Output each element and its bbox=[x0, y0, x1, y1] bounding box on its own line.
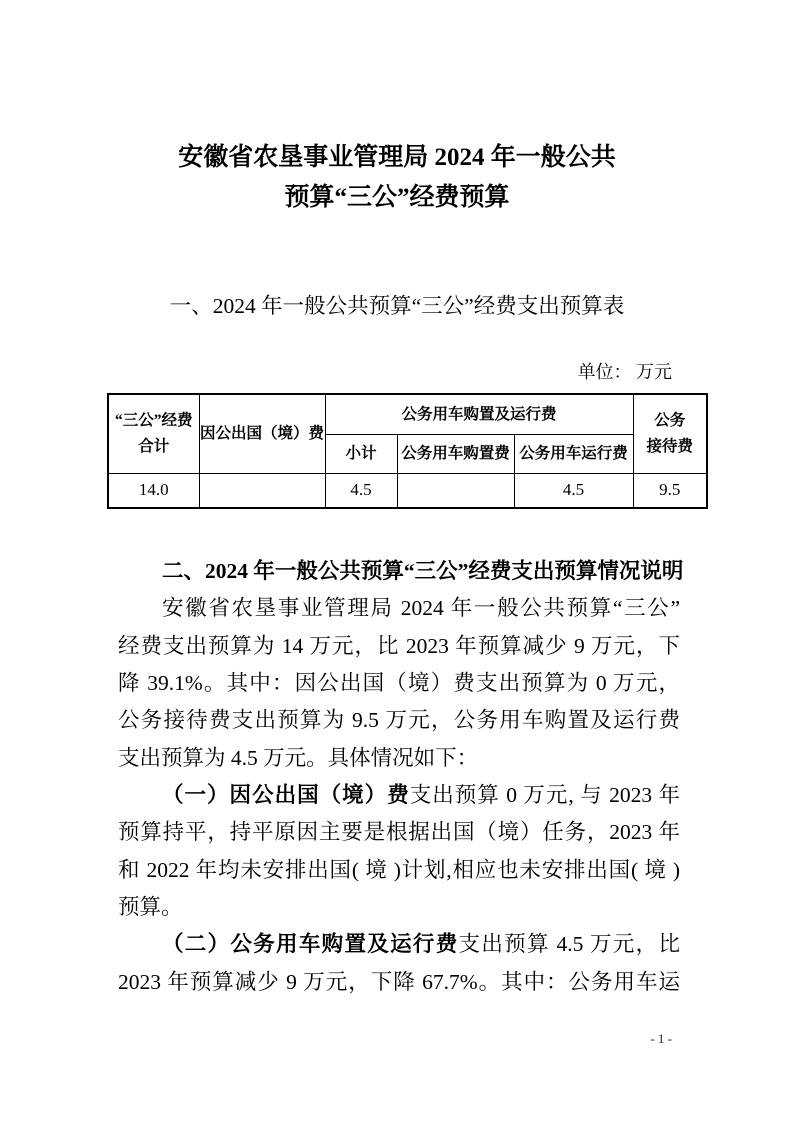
data-cell-reception: 9.5 bbox=[633, 473, 707, 508]
body-text: 预算。 bbox=[118, 894, 183, 919]
body-text: 经费支出预算为 14 万元，比 2023 年预算减少 9 万元，下 bbox=[118, 633, 680, 658]
header-cell-subtotal: 小计 bbox=[325, 434, 397, 473]
section1-heading: 一、2024 年一般公共预算“三公”经费支出预算表 bbox=[169, 294, 625, 318]
title-line-1: 安徽省农垦事业管理局 2024 年一般公共 bbox=[178, 144, 616, 171]
body-line bbox=[118, 665, 680, 702]
body-text: 和 2022 年均未安排出国( 境 )计划,相应也未安排出国( 境 ) bbox=[118, 857, 680, 882]
body-line bbox=[118, 740, 680, 777]
header-cell-vehicle-group: 公务用车购置及运行费 bbox=[325, 394, 633, 434]
body-text: 公务接待费支出预算为 9.5 万元，公务用车购置及运行费 bbox=[118, 708, 680, 733]
data-cell-vehicle-purchase bbox=[397, 473, 514, 508]
page-number: - 1 - bbox=[650, 1031, 672, 1046]
body-line bbox=[118, 889, 680, 926]
header-cell-sangong-total bbox=[108, 394, 199, 473]
document-title bbox=[0, 138, 794, 218]
body-text: 预算持平，持平原因主要是根据出国（境）任务，2023 年 bbox=[118, 820, 680, 845]
body-text: 安徽省农垦事业管理局 2024 年一般公共预算“三公” bbox=[162, 596, 680, 621]
header-cell-reception bbox=[633, 394, 707, 473]
body-text-bold: 二、2024 年一般公共预算“三公”经费支出预算情况说明 bbox=[162, 559, 684, 583]
body-text-bold: （二）公务用车购置及运行费 bbox=[162, 932, 459, 957]
data-cell-total: 14.0 bbox=[108, 473, 199, 508]
data-cell-vehicle-operation: 4.5 bbox=[514, 473, 633, 508]
header-cell-purchase: 公务用车购置费 bbox=[397, 434, 514, 473]
body-text-bold: （一）因公出国（境）费 bbox=[162, 782, 410, 807]
body-line bbox=[118, 777, 680, 814]
body-line bbox=[118, 553, 684, 590]
document-body bbox=[118, 553, 684, 1001]
budget-table bbox=[107, 393, 708, 509]
header-reception-line2: 接待费 bbox=[646, 437, 694, 455]
header-cell-operation: 公务用车运行费 bbox=[514, 434, 633, 473]
table-data-row bbox=[108, 473, 707, 508]
data-cell-abroad bbox=[199, 473, 325, 508]
body-line bbox=[118, 852, 680, 889]
body-text: 2023 年预算减少 9 万元，下降 67.7%。其中：公务用车运 bbox=[118, 969, 680, 994]
data-cell-vehicle-subtotal: 4.5 bbox=[325, 473, 397, 508]
title-line-2: 预算“三公”经费预算 bbox=[284, 184, 510, 211]
body-line bbox=[118, 814, 680, 851]
body-line bbox=[118, 964, 680, 1001]
body-line bbox=[118, 702, 680, 739]
body-text: 支出预算为 4.5 万元。具体情况如下： bbox=[118, 745, 479, 770]
header-reception-line1: 公务 bbox=[654, 411, 686, 429]
header-sangong-line1: “三公”经费 bbox=[114, 411, 193, 429]
header-cell-abroad: 因公出国（境）费 bbox=[199, 394, 325, 473]
body-line bbox=[118, 590, 680, 627]
unit-label: 单位： 万元 bbox=[577, 362, 672, 382]
body-text: 支出预算 0 万元, 与 2023 年 bbox=[409, 782, 680, 807]
header-sangong-line2: 合计 bbox=[138, 437, 170, 455]
body-text: 降 39.1%。其中：因公出国（境）费支出预算为 0 万元， bbox=[118, 670, 680, 695]
body-line bbox=[118, 926, 680, 963]
budget-table-wrapper bbox=[107, 393, 706, 509]
body-line bbox=[118, 628, 680, 665]
body-text: 支出预算 4.5 万元，比 bbox=[458, 932, 680, 957]
